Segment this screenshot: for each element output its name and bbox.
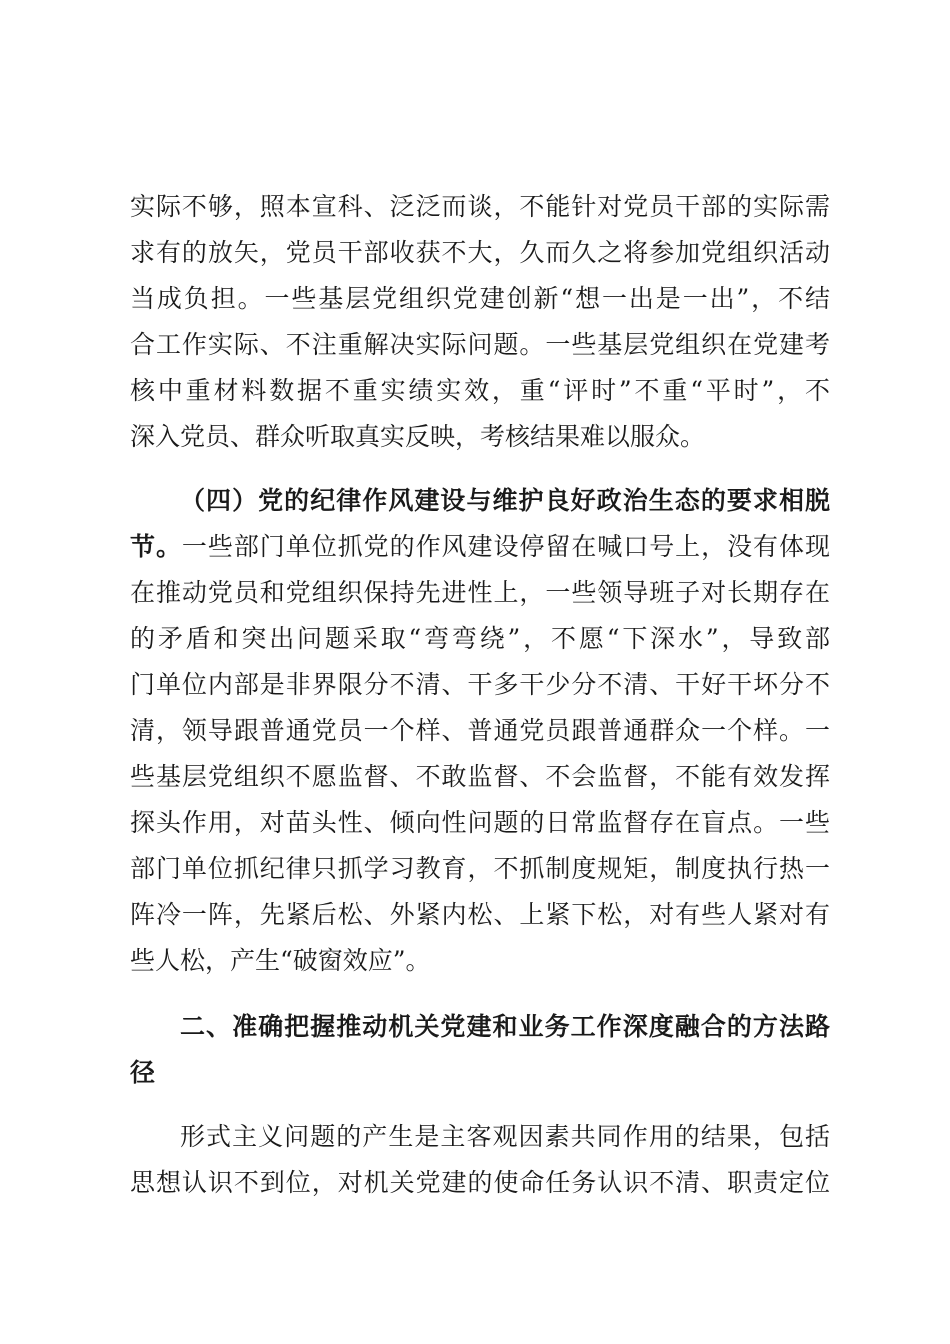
text-line: 思想认识不到位，对机关党建的使命任务认识不清、职责定位 [130,1168,830,1197]
text-line: 求有的放矢，党员干部收获不大，久而久之将参加党组织活动 [130,238,830,267]
text-line: 些人松，产生“破窗效应”。 [130,946,431,975]
text-line: 核中重材料数据不重实绩实效，重“评时”不重“平时”，不 [130,376,830,405]
text-line: 在推动党员和党组织保持先进性上，一些领导班子对长期存在 [130,578,830,607]
subsection-heading-line: （四）党的纪律作风建设与维护良好政治生态的要求相脱 [180,486,830,515]
paragraph-discipline-style [130,478,830,984]
text-line: 形式主义问题的产生是主客观因素共同作用的结果，包括 [180,1122,830,1151]
text-line: 实际不够，照本宣科、泛泛而谈，不能针对党员干部的实际需 [130,192,830,221]
subsection-heading-end: 节。 [130,532,182,561]
text-line: 合工作实际、不注重解决实际问题。一些基层党组织在党建考 [130,330,830,359]
text-line: 探头作用，对苗头性、倾向性问题的日常监督存在盲点。一些 [130,808,830,837]
text-line: 些基层党组织不愿监督、不敢监督、不会监督，不能有效发挥 [130,762,830,791]
paragraph-continuation [130,184,830,460]
text-line: 当成负担。一些基层党组织党建创新“想一出是一出”，不结 [130,284,830,313]
text-line: 阵冷一阵，先紧后松、外紧内松、上紧下松，对有些人紧对有 [130,900,830,929]
text-line: 深入党员、群众听取真实反映，考核结果难以服众。 [130,422,706,451]
section-heading [130,1004,830,1096]
document-body [130,184,830,1226]
text-line: 的矛盾和突出问题采取“弯弯绕”，不愿“下深水”，导致部 [130,624,830,653]
paragraph-formalism-causes [130,1114,830,1206]
section-heading-line: 径 [130,1058,156,1087]
text-line-rest: 一些部门单位抓党的作风建设停留在喊口号上，没有体现 [181,532,830,561]
section-heading-line: 二、准确把握推动机关党建和业务工作深度融合的方法路 [180,1012,830,1041]
text-line [130,524,830,570]
text-line: 部门单位抓纪律只抓学习教育，不抓制度规矩，制度执行热一 [130,854,830,883]
text-line: 门单位内部是非界限分不清、干多干少分不清、干好干坏分不 [130,670,830,699]
text-line: 清，领导跟普通党员一个样、普通党员跟普通群众一个样。一 [130,716,830,745]
